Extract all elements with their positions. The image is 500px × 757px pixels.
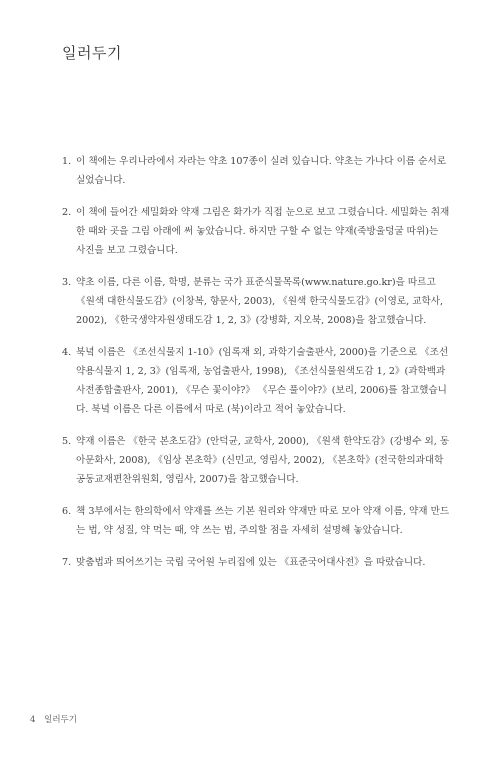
list-item [62, 273, 450, 330]
running-title: 일러두기 [44, 715, 77, 725]
list-item [62, 203, 450, 260]
item-text: 약재 이름은 《한국 본초도감》(안덕균, 교학사, 2000), 《원색 한약도감》(강병수 외, 동아문화사, 2008), 《임상 본초학》(신민교, 영림사, 2002), 《본초학》(전국한의과대학공동교재편찬위원회, 영림사, 2007)을 참고했습니다. [76, 436, 450, 485]
item-text: 약초 이름, 다른 이름, 학명, 분류는 국가 표준식물목록(www.nature.go.kr)을 따르고 《원색 대한식물도감》(이창복, 향문사, 2003), 《원색 한국식물도감》(이영로, 교학사, 2002), 《한국생약자원생태도감 1, 2, 3》(강병화, 지오북, 2008)을 참고했습니다. [76, 277, 444, 326]
item-text: 책 3부에서는 한의학에서 약재를 쓰는 기본 원리와 약재만 따로 모아 약재 이름, 약재 만드는 법, 약 성질, 약 먹는 때, 약 쓰는 법, 주의할 점을 자세히 설명해 놓았습니다. [76, 506, 450, 536]
list-item [62, 502, 450, 540]
item-text: 이 책에는 우리나라에서 자라는 약초 107종이 실려 있습니다. 약초는 가나다 이름 순서로 실었습니다. [76, 156, 447, 186]
notes-list [62, 152, 450, 585]
item-text: 북녘 이름은 《조선식물지 1-10》(임록재 외, 과학기술출판사, 2000)을 기준으로 《조선약용식물지 1, 2, 3》(임록재, 농업출판사, 1998), 《조선식물원색도감 1, 2》(과학백과사전종합출판사, 2001), 《무슨 꽃이야?》 《무슨 풀이야?》(보리, 2006)를 참고했습니다. 북녘 이름은 다른 이름에서 따로 (북)이라고 적어 놓았습니다. [76, 347, 449, 415]
item-number: 5. [62, 436, 72, 447]
list-item [62, 553, 450, 572]
item-number: 2. [62, 207, 72, 218]
item-text: 이 책에 들어간 세밀화와 약재 그림은 화가가 직접 눈으로 보고 그렸습니다. 세밀화는 취재한 때와 곳을 그림 아래에 써 놓았습니다. 하지만 구할 수 없는 약재(죽방울덩굴 따위)는 사진을 보고 그렸습니다. [76, 207, 450, 256]
item-text: 맞춤법과 띄어쓰기는 국립 국어원 누리집에 있는 《표준국어대사전》을 따랐습니다. [76, 557, 426, 568]
item-number: 4. [62, 347, 72, 358]
item-number: 1. [62, 156, 72, 167]
list-item [62, 343, 450, 419]
page-title: 일러두기 [62, 44, 122, 62]
item-number: 6. [62, 506, 72, 517]
page-number: 4 [30, 715, 36, 725]
item-number: 3. [62, 277, 72, 288]
page-footer [30, 713, 83, 725]
item-number: 7. [62, 557, 72, 568]
list-item [62, 432, 450, 489]
list-item [62, 152, 450, 190]
